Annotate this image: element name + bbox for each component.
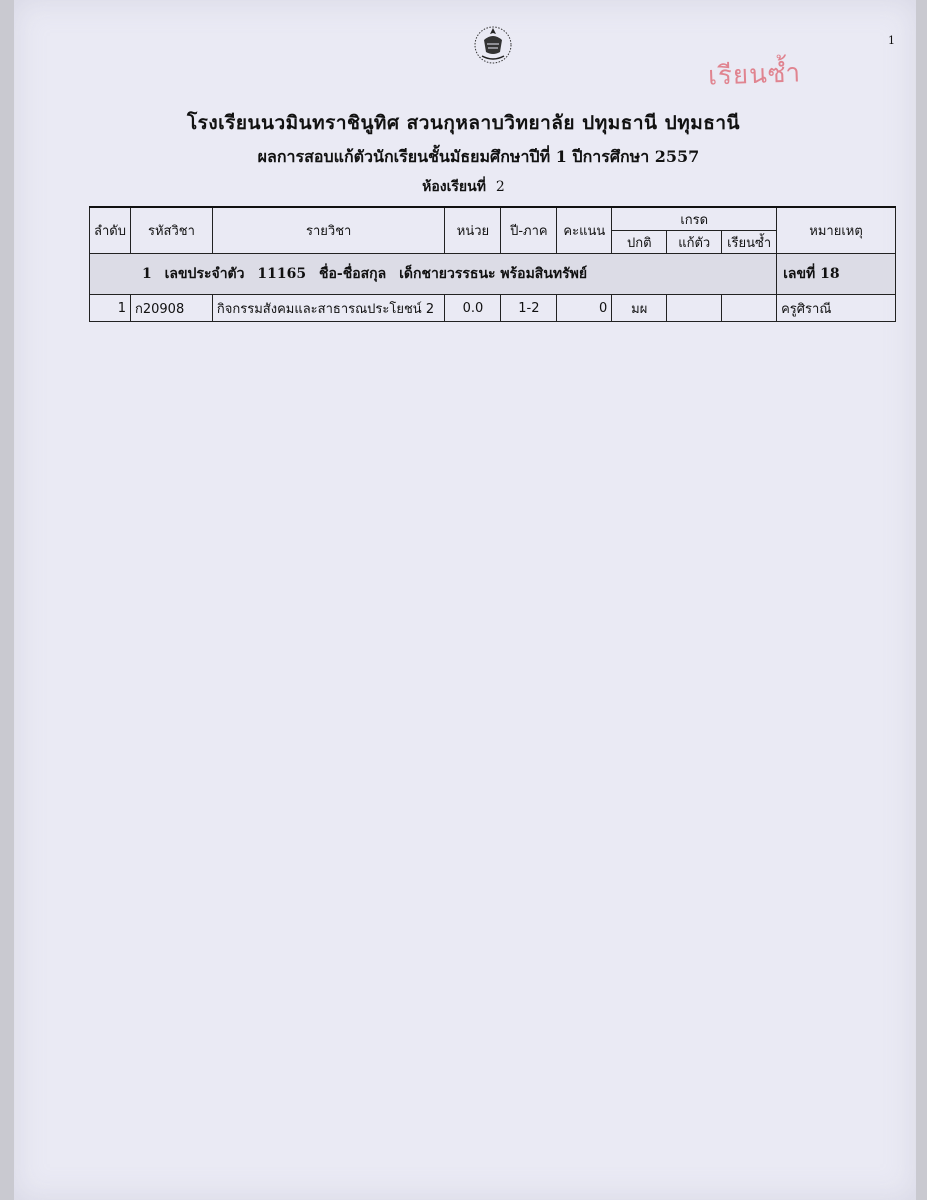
grade-table [89,206,896,322]
col-header-code: รหัสวิชา [130,207,212,254]
cell-unit: 0.0 [445,295,501,322]
col-header-order: ลำดับ [90,207,131,254]
room-label: ห้องเรียนที่ [422,179,486,195]
col-header-note: หมายเหตุ [777,207,896,254]
cell-score: 0 [557,295,612,322]
student-info [90,254,777,295]
cell-grade-normal: มผ [612,295,667,322]
col-header-grade-repeat: เรียนซ้ำ [722,231,777,254]
col-header-grade-normal: ปกติ [612,231,667,254]
student-name-label: ชื่อ-ชื่อสกุล [318,266,387,282]
student-row [90,254,896,295]
col-header-score: คะแนน [557,207,612,254]
student-id-label: เลขประจำตัว [164,266,245,282]
col-header-year-term: ปี-ภาค [501,207,557,254]
repeat-class-stamp: เรียนซ้ำ [707,58,802,92]
cell-code: ก20908 [130,295,212,322]
page-number: 1 [888,34,895,47]
cell-note: ครูศิราณี [777,295,896,322]
col-header-unit: หน่วย [445,207,501,254]
student-seat [777,254,896,295]
seat-number: 18 [820,266,840,282]
col-header-grade-retake: แก้ตัว [667,231,722,254]
room-heading [0,176,927,198]
cell-order: 1 [90,295,131,322]
seat-label: เลขที่ [783,266,816,282]
student-order: 1 [142,266,152,282]
cell-grade-retake [667,295,722,322]
col-header-subject: รายวิชา [212,207,445,254]
cell-grade-repeat [722,295,777,322]
room-number: 2 [495,179,505,195]
school-title: โรงเรียนนวมินทราชินูทิศ สวนกุหลาบวิทยาลัย ปทุมธานี ปทุมธานี [186,112,741,134]
school-emblem-icon [462,22,524,68]
report-subtitle: ผลการสอบแก้ตัวนักเรียนชั้นมัธยมศึกษาปีที่ 1 ปีการศึกษา 2557 [257,147,700,166]
student-name: เด็กชายวรรธนะ พร้อมสินทรัพย์ [399,266,588,282]
student-id: 11165 [257,266,307,282]
cell-year-term: 1-2 [501,295,557,322]
table-row [90,295,896,322]
cell-subject: กิจกรรมสังคมและสาธารณประโยชน์ 2 [212,295,445,322]
col-header-grade: เกรด [612,207,777,231]
